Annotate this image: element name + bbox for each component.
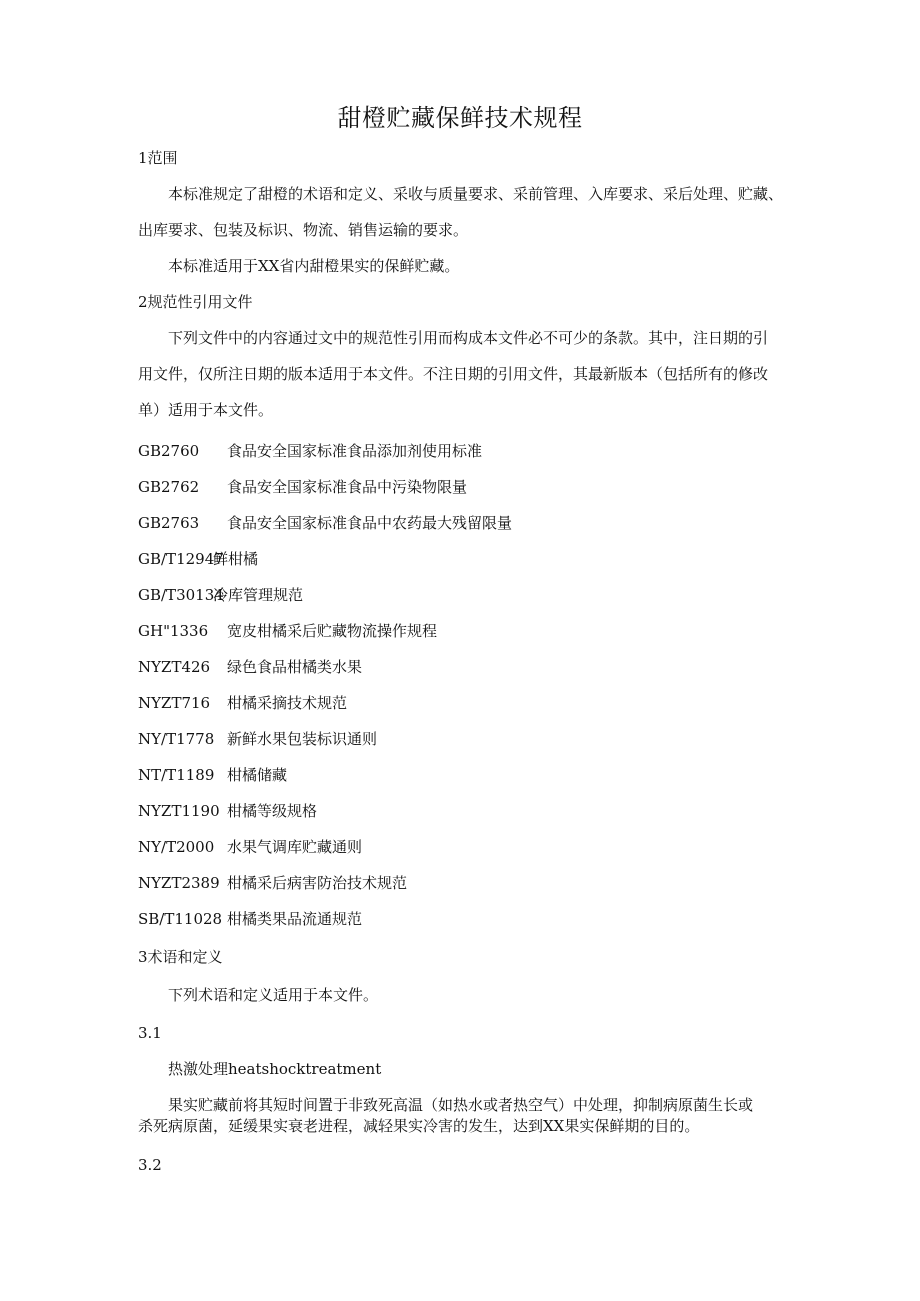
reference-item [138,620,437,642]
clause-3-1-number: 3.1 [138,1024,162,1042]
reference-name: 绿色食品柑橘类水果 [227,658,363,676]
section-2-paragraph-line-2: 用文件，仅所注日期的版本适用于本文件。不注日期的引用文件，其最新版本（包括所有的修改 [138,365,769,383]
reference-item [138,728,377,750]
reference-code: SB/T11028 [138,910,223,928]
reference-name: 柑橘储藏 [227,766,288,784]
reference-item [138,764,287,786]
reference-name: 柑橘类果品流通规范 [227,910,363,928]
reference-name: 柑橘采摘技术规范 [227,694,348,712]
reference-code: GB2762 [138,478,200,496]
reference-item [138,908,362,930]
section-2-paragraph-line-3: 单）适用于本文件。 [138,401,274,419]
reference-code: GB2760 [138,442,200,460]
reference-name: 食品安全国家标准食品中农药最大残留限量 [227,514,513,532]
document-title: 甜橙贮藏保鲜技术规程 [337,104,583,132]
section-1-paragraph-1-line-2: 出库要求、包装及标识、物流、销售运输的要求。 [138,221,469,239]
reference-code: NYZT426 [138,658,211,676]
reference-code: GH"1336 [138,622,209,640]
section-1-paragraph-2: 本标准适用于XX省内甜橙果实的保鲜贮藏。 [168,257,460,275]
reference-name: 柑橘等级规格 [227,802,318,820]
reference-name: 新鲜水果包装标识通则 [227,730,378,748]
reference-item [138,476,467,498]
reference-code: NT/T1189 [138,766,215,784]
reference-code: GB/T30134 [138,586,224,604]
reference-item [138,584,303,606]
section-2-paragraph-line-1: 下列文件中的内容通过文中的规范性引用而构成本文件必不可少的条款。其中，注日期的引 [168,329,769,347]
reference-item [138,872,407,894]
clause-3-1-definition-line-2: 杀死病原菌，延缓果实衰老进程，减轻果实冷害的发生，达到XX果实保鲜期的目的。 [138,1117,700,1135]
reference-name: 食品安全国家标准食品中污染物限量 [227,478,468,496]
reference-name: 宽皮柑橘采后贮藏物流操作规程 [227,622,438,640]
reference-item [138,512,512,534]
reference-code: NY/T1778 [138,730,215,748]
reference-item [138,800,317,822]
clause-3-1-definition-line-1: 果实贮藏前将其短时间置于非致死高温（如热水或者热空气）中处理，抑制病原菌生长或 [168,1096,754,1114]
reference-item [138,836,362,858]
reference-code: NY/T2000 [138,838,215,856]
section-1-heading: 1范围 [138,149,178,167]
reference-item [138,548,258,570]
section-1-paragraph-1-line-1: 本标准规定了甜橙的术语和定义、采收与质量要求、采前管理、入库要求、采后处理、贮藏、 [168,185,784,203]
reference-name: 鲜柑橘 [213,550,259,568]
reference-item [138,692,347,714]
section-3-intro: 下列术语和定义适用于本文件。 [168,986,379,1004]
reference-item [138,656,362,678]
reference-item [138,440,482,462]
reference-name: 柑橘采后病害防治技术规范 [227,874,408,892]
section-2-heading: 2规范性引用文件 [138,293,253,311]
clause-3-1-term: 热激处理heatshocktreatment [168,1060,382,1078]
reference-name: 水果气调库贮藏通则 [227,838,363,856]
clause-3-2-number: 3.2 [138,1156,162,1174]
reference-name: 食品安全国家标准食品添加剂使用标准 [227,442,483,460]
reference-code: GB/T12947 [138,550,224,568]
section-3-heading: 3术语和定义 [138,948,223,966]
reference-code: NYZT1190 [138,802,220,820]
reference-name: 冷库管理规范 [213,586,304,604]
reference-code: NYZT2389 [138,874,220,892]
reference-code: NYZT716 [138,694,211,712]
reference-code: GB2763 [138,514,200,532]
